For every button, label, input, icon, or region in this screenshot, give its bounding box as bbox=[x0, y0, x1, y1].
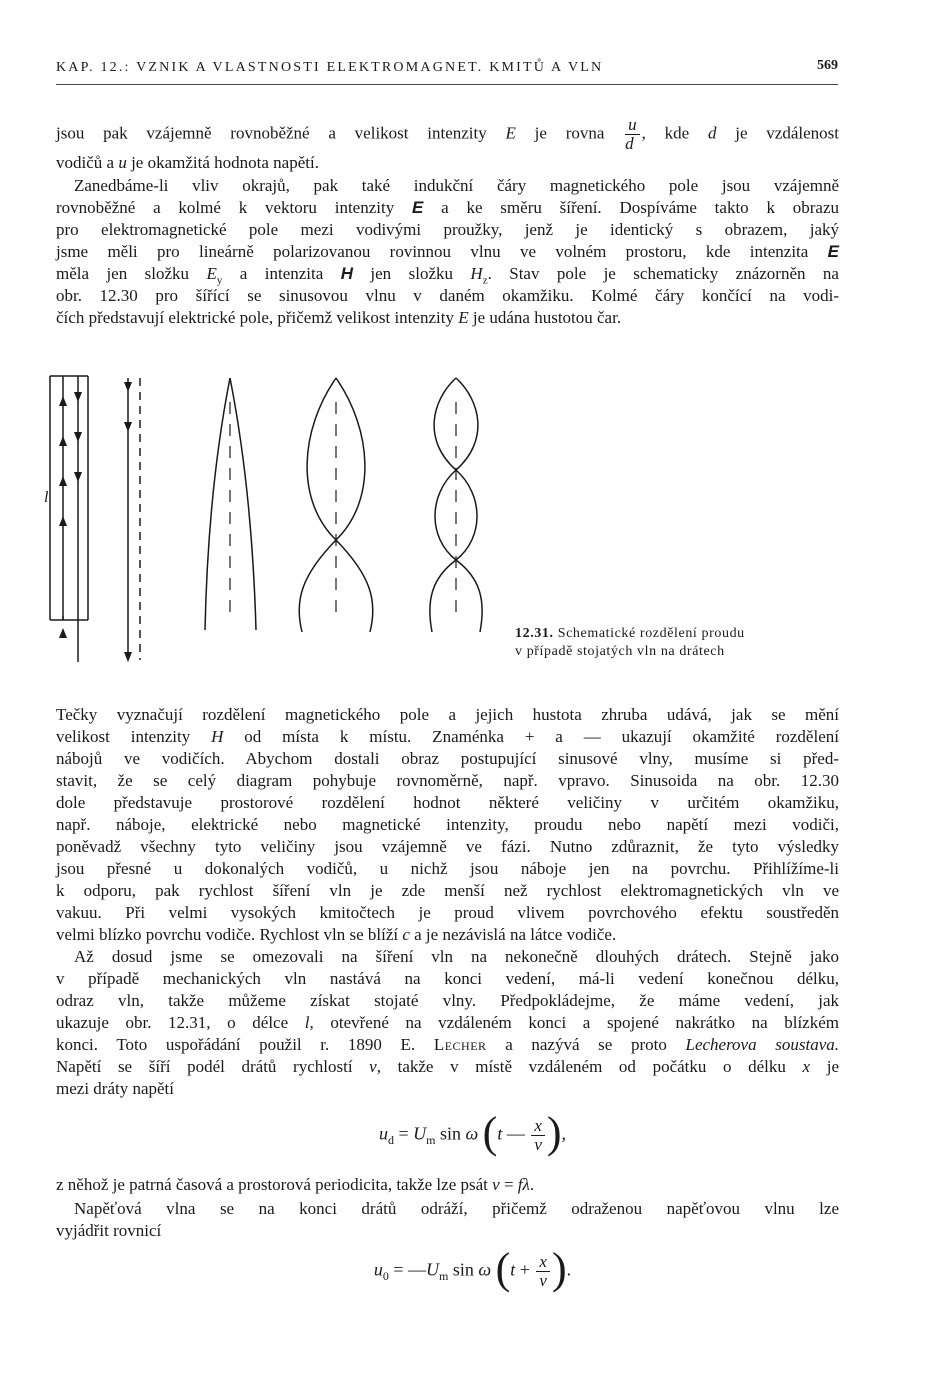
text-line: jsou přesné u dokonalých vodičů, u nichž jsou náboje jen na povrchu. Přihlížíme-li bbox=[56, 859, 839, 878]
text-line: stavit, že se celý diagram pohybuje rovnoměrně, např. vpravo. Sinusoida na obr. 12.30 bbox=[56, 771, 839, 790]
text-line: vakuu. Při velmi vysokých kmitočtech je proud vlivem povrchového efektu soustředěn bbox=[56, 903, 839, 922]
text-line: ukazuje obr. 12.31, o délce l, otevřené na vzdáleném konci a spojené nakrátko na blízkém bbox=[56, 1013, 839, 1032]
text-line: dole představuje prostorové rozdělení hodnot některé veličiny v určitém okamžiku, bbox=[56, 793, 839, 812]
figure-caption: 12.31. Schematické rozdělení proudu v případě stojatých vln na drátech bbox=[515, 626, 745, 659]
text-line: z něhož je patrná časová a prostorová periodicita, takže lze psát v = fλ. bbox=[56, 1175, 535, 1194]
text-line: měla jen složku $E_y$ a intenzita H jen složku $H_z$. Stav pole je schematicky znázorněn na bbox=[56, 264, 839, 287]
text-line: v případě mechanických vln nastává na konci vedení, má-li vedení konečnou délku, bbox=[56, 969, 839, 988]
text-line: vodičů a u je okamžitá hodnota napětí. bbox=[56, 153, 319, 172]
fraction-u-over-d: $\frac{u}{d}$ bbox=[625, 116, 640, 153]
text-line: odraz vln, takže můžeme získat stojaté vlny. Předpokládejme, že máme vedení, jak bbox=[56, 991, 839, 1010]
text-line: Až dosud jsme se omezovali na šíření vln na nekonečně dlouhých drátech. Stejně jako bbox=[74, 947, 839, 966]
text-line: obr. 12.30 pro šířící se sinusovou vlnu v daném okamžiku. Kolmé čáry končící na vodi- bbox=[56, 286, 839, 305]
text-line: velmi blízko povrchu vodiče. Rychlost vln se blíží c a je nezávislá na látce vodiče. bbox=[56, 925, 617, 944]
running-head bbox=[56, 60, 838, 76]
text-line: nábojů ve vodičích. Abychom dostali obraz postupující sinusové vlny, musíme si před- bbox=[56, 749, 839, 768]
text-line: čích představují elektrické pole, přičemž velikost intenzity E je udána hustotou čar. bbox=[56, 308, 622, 327]
text-line: mezi dráty napětí bbox=[56, 1079, 175, 1098]
text-line: velikost intenzity H od místa k místu. Znaménka + a — ukazují okamžité rozdělení bbox=[56, 727, 839, 746]
header-rule bbox=[56, 84, 838, 85]
text-line: vyjádřit rovnicí bbox=[56, 1221, 162, 1240]
envelope-quarter-wave bbox=[205, 378, 256, 630]
length-label: l bbox=[44, 489, 49, 506]
text-line: k odporu, pak rychlost šíření vln je zde menší než rychlost elektromagnetických vln ve bbox=[56, 881, 839, 900]
text-line: Zanedbáme-li vliv okrajů, pak také indukční čáry magnetického pole jsou vzájemně bbox=[74, 176, 839, 195]
text-line: rovnoběžné a kolmé k vektoru intenzity E a ke směru šíření. Dospíváme takto k obrazu bbox=[56, 198, 840, 217]
text-line: pro elektromagnetické pole mezi vodivými proužky, jenž je identický s obrazem, jaký bbox=[56, 220, 839, 239]
envelope-half-wave bbox=[299, 378, 373, 632]
text-line: jsou pak vzájemně rovnoběžné a velikost intenzity E je rovna $\frac{u}{d}$ , kde d je vzdálenost bbox=[56, 115, 839, 153]
text-line: konci. Toto uspořádání použil r. 1890 E. Lecher a nazývá se proto Lecherova soustava. bbox=[56, 1035, 839, 1054]
figure-standing-waves bbox=[40, 370, 500, 670]
text-line: Napěťová vlna se na konci drátů odráží, přičemž odraženou napěťovou vlnu lze bbox=[74, 1199, 839, 1218]
equation-ud: $u_d = U_m$ sin ω (t — $\frac{x}{v}$ ), bbox=[378, 1108, 567, 1157]
text-line: jsme měli pro lineárně polarizovanou rovinnou vlnu ve volném prostoru, kde intenzita E bbox=[56, 242, 839, 261]
current-arrows bbox=[128, 378, 140, 660]
lecher-wires bbox=[50, 376, 88, 662]
page-number: 569 bbox=[817, 58, 838, 73]
running-title: KAP. 12.: VZNIK A VLASTNOSTI ELEKTROMAGNET. KMITŮ A VLN bbox=[56, 60, 604, 75]
equation-u0: $u_0$ = $—U_m$ sin ω (t + $\frac{x}{v}$ ). bbox=[373, 1244, 572, 1293]
text-line: např. náboje, elektrické nebo magnetické intenzity, proudu nebo napětí mezi vodiči, bbox=[56, 815, 839, 834]
envelope-full-wave bbox=[430, 378, 482, 632]
text-line: poněvadž všechny tyto veličiny jsou vzájemně ve fázi. Nutno zdůraznit, že tyto výsledky bbox=[56, 837, 839, 856]
text-line: Napětí se šíří podél drátů rychlostí v, takže v místě vzdáleném od počátku o délku x je bbox=[56, 1057, 839, 1076]
text-line: Tečky vyznačují rozdělení magnetického pole a jejich hustota zhruba udává, jak se mění bbox=[56, 705, 839, 724]
